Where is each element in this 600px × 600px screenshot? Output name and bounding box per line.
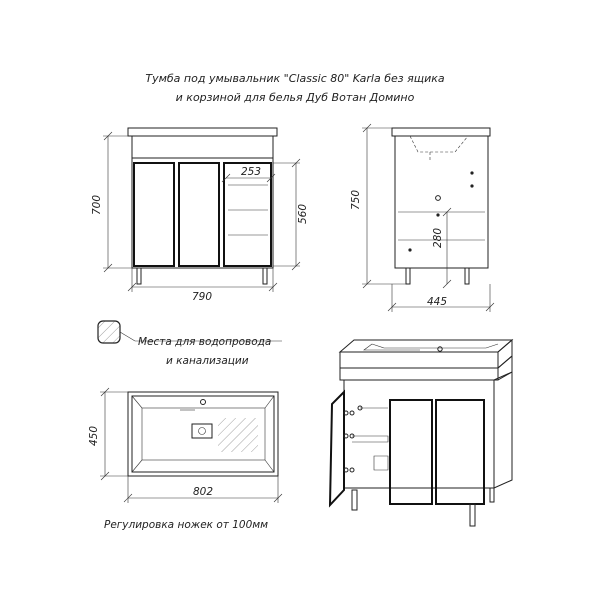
side-depth-value: 445 (426, 296, 448, 308)
side-view (392, 128, 490, 284)
dimension-compartment-width (222, 166, 275, 182)
dimension-top-width (124, 476, 282, 503)
dimension-side-depth (388, 284, 494, 312)
footer-note: Регулировка ножек от 100мм (104, 519, 269, 531)
isometric-view (330, 340, 512, 526)
side-height-value: 750 (350, 189, 362, 211)
front-inner-height-value: 560 (297, 203, 309, 225)
top-depth-value: 450 (88, 425, 100, 447)
dimension-front-height (91, 132, 132, 272)
dimension-front-width (128, 268, 277, 303)
dimension-front-inner-height (273, 159, 309, 270)
title-line-2: и корзиной для белья Дуб Вотан Домино (175, 91, 415, 104)
title-line-1: Тумба под умывальник "Classic 80" Karla без ящика (145, 72, 445, 85)
plumbing-area-symbol (98, 321, 120, 343)
legend-line-2: и канализации (166, 355, 249, 367)
compartment-width-value: 253 (240, 166, 262, 178)
dimension-shelf-height (432, 208, 451, 288)
front-height-value: 700 (91, 194, 103, 216)
top-view (128, 392, 278, 476)
dimension-top-depth (88, 388, 128, 480)
top-width-value: 802 (192, 486, 214, 498)
shelf-height-value: 280 (432, 227, 444, 249)
legend-line-1: Места для водопровода (138, 336, 272, 348)
front-view (128, 128, 277, 284)
dimension-side-height (350, 124, 406, 288)
legend (98, 321, 282, 367)
front-width-value: 790 (191, 291, 213, 303)
